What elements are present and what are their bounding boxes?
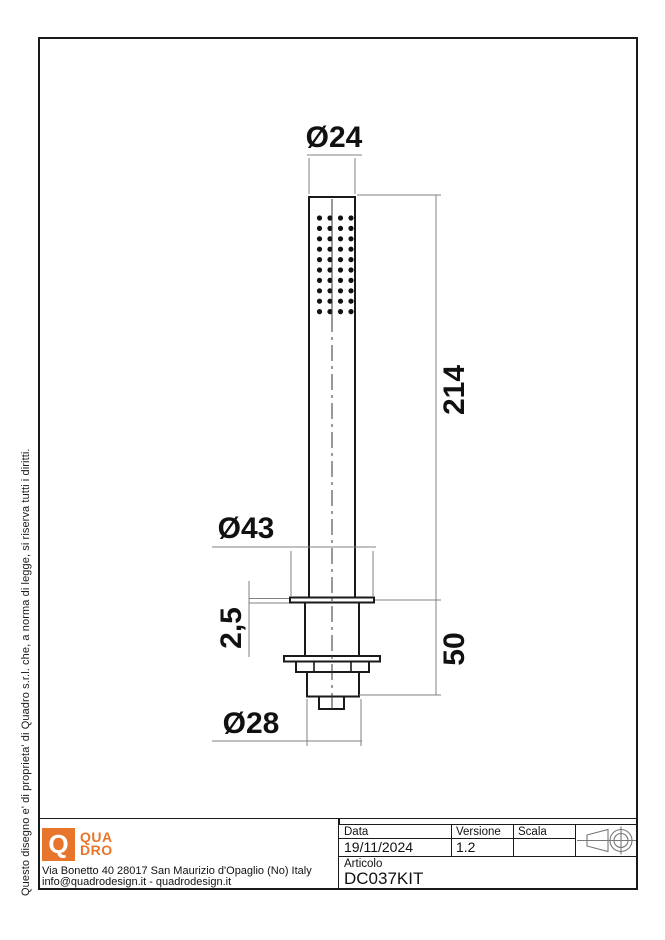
quadro-logo-mark — [42, 828, 75, 861]
title-block-divider-2 — [513, 825, 514, 856]
dim-head-diameter: Ø24 — [305, 121, 363, 154]
dim-flange-thickness: 2,5 — [215, 607, 248, 649]
quadro-logo-wordmark — [80, 831, 113, 856]
version-label: Versione — [456, 826, 501, 838]
dim-flange-diameter: Ø43 — [217, 512, 275, 545]
contacts-line: info@quadrodesign.it - quadrodesign.it — [42, 876, 232, 888]
logo-word-top: QUA — [80, 829, 113, 845]
article-label: Articolo — [344, 858, 383, 870]
date-value: 19/11/2024 — [344, 839, 414, 855]
dim-lower-diameter: Ø28 — [222, 707, 280, 740]
title-block — [338, 824, 638, 890]
version-value: 1.2 — [456, 839, 476, 855]
projection-symbol-icon — [575, 825, 638, 856]
body-lower — [307, 672, 359, 697]
title-block-row-divider — [339, 856, 637, 857]
title-block-divider-1 — [451, 825, 452, 856]
scale-label: Scala — [518, 826, 547, 838]
dim-lower-height: 50 — [438, 632, 471, 666]
dim-total-length: 214 — [438, 364, 471, 416]
copyright-side-note: Questo disegno e' di proprieta' di Quadro s.r.l. che, a norma di legge, si riserva tutti i diritti. — [20, 448, 32, 896]
date-label: Data — [344, 826, 369, 838]
logo-word-bottom: DRO — [80, 841, 113, 858]
address-line: Via Bonetto 40 28017 San Maurizio d'Opaglio (No) Italy — [42, 865, 312, 877]
logo-q-letter: Q — [48, 829, 69, 859]
article-value: DC037KIT — [344, 869, 424, 888]
company-address — [42, 866, 312, 888]
